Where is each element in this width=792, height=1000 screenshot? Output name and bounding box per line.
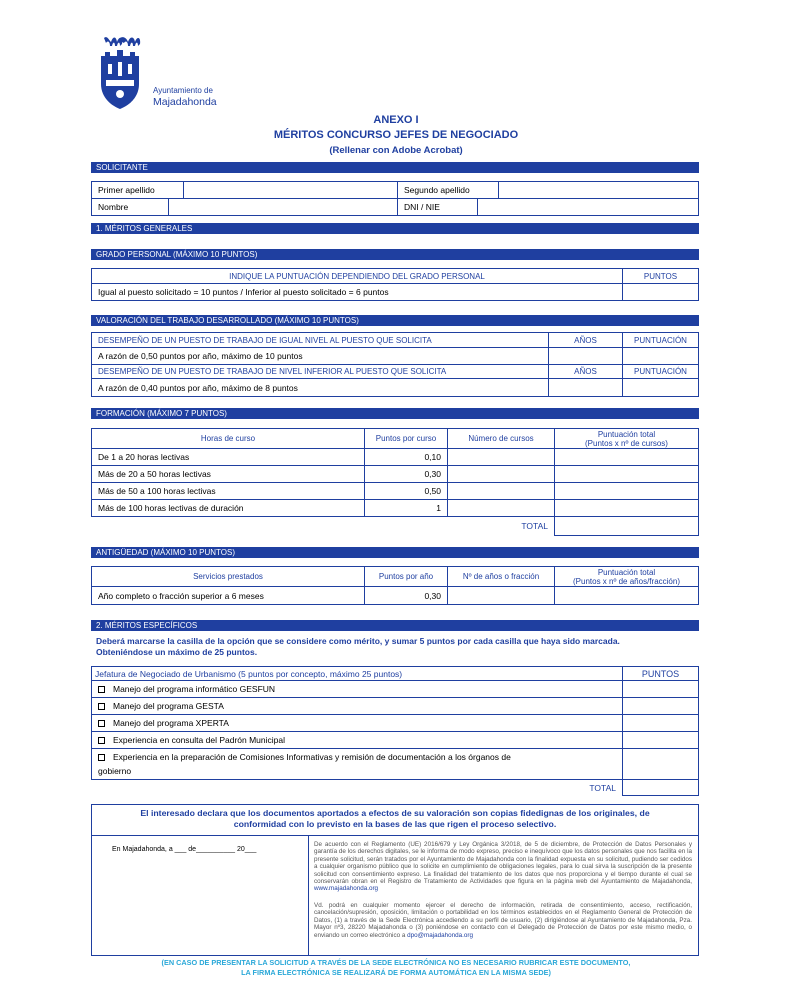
formacion-col3: Número de cursos: [448, 429, 555, 449]
solicitante-table: [91, 181, 699, 199]
formacion-cursos-field[interactable]: [448, 500, 555, 517]
formacion-row-label: Más de 20 a 50 horas lectivas: [92, 466, 365, 483]
especificos-header: Jefatura de Negociado de Urbanismo (5 puntos por concepto, máximo 25 puntos): [92, 667, 623, 681]
antiguedad-row-label: Año completo o fracción superior a 6 meses: [92, 587, 365, 605]
dni-field[interactable]: [478, 199, 699, 216]
valoracion-bar: VALORACIÓN DEL TRABAJO DESARROLLADO (MÁXIMO 10 PUNTOS): [91, 315, 699, 326]
title-anexo: ANEXO I: [373, 114, 419, 126]
formacion-col1: Horas de curso: [92, 429, 365, 449]
checkbox[interactable]: [98, 703, 105, 710]
especificos-item: Manejo del programa informático GESFUN: [113, 684, 276, 694]
especificos-intro-1: Deberá marcarse la casilla de la opción que se considere como mérito, y sumar 5 puntos por cada casilla que haya sido marcada.: [96, 636, 620, 646]
especificos-puntos-field[interactable]: [623, 715, 699, 732]
footer-line2: LA FIRMA ELECTRÓNICA SE REALIZARÁ DE FORMA AUTOMÁTICA EN LA MISMA SEDE): [241, 968, 551, 977]
formacion-total-label: TOTAL: [448, 517, 555, 536]
especificos-total-label: TOTAL: [92, 780, 623, 796]
checkbox[interactable]: [98, 737, 105, 744]
footer-note: [0, 958, 792, 978]
majadahonda-logo-icon: [98, 34, 142, 110]
grado-row-label: Igual al puesto solicitado = 10 puntos / Inferior al puesto solicitado = 6 puntos: [92, 284, 623, 301]
antiguedad-bar: ANTIGÜEDAD (MÁXIMO 10 PUNTOS): [91, 547, 699, 558]
table-row: [92, 449, 699, 466]
declaracion-text: [92, 808, 698, 830]
especificos-table: [91, 666, 699, 796]
org-line2: Majadahonda: [153, 96, 217, 108]
especificos-item: Manejo del programa XPERTA: [113, 718, 229, 728]
especificos-puntos-header: PUNTOS: [623, 667, 699, 681]
valoracion-h1: DESEMPEÑO DE UN PUESTO DE TRABAJO DE IGUAL NIVEL AL PUESTO QUE SOLICITA: [92, 333, 549, 348]
especificos-item: Experiencia en la preparación de Comisiones Informativas y remisión de documentación a los órganos de: [113, 752, 511, 762]
especificos-bar: 2. MÉRITOS ESPECÍFICOS: [91, 620, 699, 631]
valoracion-r2: A razón de 0,40 puntos por año, máximo de 8 puntos: [92, 379, 549, 397]
formacion-cursos-field[interactable]: [448, 449, 555, 466]
formacion-total-field[interactable]: [555, 449, 699, 466]
especificos-total-field[interactable]: [623, 780, 699, 796]
especificos-puntos-field[interactable]: [623, 681, 699, 698]
grado-table: [91, 268, 699, 301]
grado-puntos-header: PUNTOS: [623, 269, 699, 284]
org-line1: Ayuntamiento de: [153, 86, 213, 95]
antiguedad-col3: Nº de años o fracción: [448, 567, 555, 587]
primer-apellido-label: Primer apellido: [92, 182, 184, 199]
grado-puntos-field[interactable]: [623, 284, 699, 301]
formacion-col4-sub: (Puntos x nº de cursos): [585, 438, 668, 448]
nombre-label: Nombre: [92, 199, 169, 216]
primer-apellido-field[interactable]: [184, 182, 398, 199]
especificos-intro-2: Obteniéndose un máximo de 25 puntos.: [96, 647, 258, 657]
table-row: [92, 500, 699, 517]
valoracion-r1: A razón de 0,50 puntos por año, máximo de 10 puntos: [92, 348, 549, 365]
formacion-row-pts: 0,30: [365, 466, 448, 483]
formacion-col4: [555, 429, 699, 449]
table-row: [92, 483, 699, 500]
valoracion-h2: DESEMPEÑO DE UN PUESTO DE TRABAJO DE NIVEL INFERIOR AL PUESTO QUE SOLICITA: [92, 365, 549, 379]
especificos-item: Experiencia en consulta del Padrón Municipal: [113, 735, 285, 745]
segundo-apellido-field[interactable]: [499, 182, 699, 199]
antiguedad-col4: [555, 567, 699, 587]
antiguedad-row-pts: 0,30: [365, 587, 448, 605]
valoracion-anos-1: AÑOS: [549, 333, 623, 348]
formacion-total-field[interactable]: [555, 466, 699, 483]
formacion-row-label: Más de 100 horas lectivas de duración: [92, 500, 365, 517]
list-item: [92, 749, 699, 780]
especificos-item-cont: gobierno: [98, 766, 132, 776]
formacion-cursos-field[interactable]: [448, 483, 555, 500]
formacion-row-label: Más de 50 a 100 horas lectivas: [92, 483, 365, 500]
nombre-field[interactable]: [169, 199, 398, 216]
valoracion-puntuacion-field-1[interactable]: [623, 348, 699, 365]
especificos-puntos-field[interactable]: [623, 698, 699, 715]
dni-label: DNI / NIE: [398, 199, 478, 216]
solicitante-table-2: [91, 198, 699, 216]
especificos-puntos-field[interactable]: [623, 749, 699, 780]
formacion-row-pts: 0,10: [365, 449, 448, 466]
legal-2: Vd. podrá en cualquier momento ejercer el derecho de información, retirada de consentimiento, acceso, rectificación, cancelación/supresión, oposición, limitación o portabilidad en los términos establecidos en el Reglamento General de Protección de Datos, (1) a través de la Sede Electrónica accediendo a su perfil de usuario, (2) dirigiéndose al Ayuntamiento de Majadahonda, Pza. Mayor nº3, 28220 Majadahonda o (3) poniéndose en contacto con el Delegado de Protección de Datos por este mismo medio, o enviando un correo electrónico a: [314, 902, 692, 939]
valoracion-table: [91, 332, 699, 397]
table-row: [92, 466, 699, 483]
antiguedad-col4-title: Puntuación total: [597, 567, 656, 577]
checkbox[interactable]: [98, 686, 105, 693]
checkbox[interactable]: [98, 720, 105, 727]
antiguedad-col4-sub: (Puntos x nº de años/fracción): [573, 576, 680, 586]
valoracion-anos-field-1[interactable]: [549, 348, 623, 365]
segundo-apellido-label: Segundo apellido: [398, 182, 499, 199]
formacion-row-label: De 1 a 20 horas lectivas: [92, 449, 365, 466]
formacion-col2: Puntos por curso: [365, 429, 448, 449]
formacion-total-field[interactable]: [555, 500, 699, 517]
declaracion-line2: conformidad con lo previsto en la bases de las que rigen el proceso selectivo.: [233, 819, 557, 829]
meritos-generales-bar: 1. MÉRITOS GENERALES: [91, 223, 699, 234]
formacion-table: [91, 428, 699, 536]
valoracion-puntuacion-field-2[interactable]: [623, 379, 699, 397]
checkbox[interactable]: [98, 754, 105, 761]
antiguedad-col1: Servicios prestados: [92, 567, 365, 587]
web-link[interactable]: www.majadahonda.org: [314, 885, 379, 893]
footer-line1: (EN CASO DE PRESENTAR LA SOLICITUD A TRAVÉS DE LA SEDE ELECTRÓNICA NO ES NECESARIO RUBRICAR ESTE DOCUMENTO,: [161, 958, 631, 967]
formacion-bar: FORMACIÓN (MÁXIMO 7 PUNTOS): [91, 408, 699, 419]
especificos-puntos-field[interactable]: [623, 732, 699, 749]
antiguedad-table: [91, 566, 699, 605]
valoracion-puntuacion-1: PUNTUACIÓN: [623, 333, 699, 348]
list-item: [92, 698, 699, 715]
page-title: MÉRITOS CONCURSO JEFES DE NEGOCIADO: [273, 129, 519, 141]
list-item: [92, 732, 699, 749]
firma-fecha: En Majadahonda, a ___ de__________ 20___: [112, 846, 257, 853]
legal-1: De acuerdo con el Reglamento (UE) 2016/679 y Ley Orgánica 3/2018, de 5 de diciembre, de Protección de Datos Personales y garantía de los derechos digitales, se le informa de modo expreso, preciso e inequívoco que los datos personales que nos facilita en la presente solicitud, serán tratados por el Ayuntamiento de Majadahonda con la finalidad expuesta en su solicitud, pudiendo ser cedidos a cualquier organismo público que lo solicite en cumplimiento de obligaciones legales, para lo cual sirva la suscripción de la presente solicitud con consentimiento expreso. La finalidad del tratamiento de los datos que nos proporciona y el tiempo durante el cual se conservarán obran en el Registro de Tratamiento de Actividades que figura en la página web del Ayuntamiento de Majadahonda,: [314, 841, 692, 886]
solicitante-bar: SOLICITANTE: [91, 162, 699, 173]
especificos-item: Manejo del programa GESTA: [113, 701, 224, 711]
formacion-grand-total-field[interactable]: [555, 517, 699, 536]
antiguedad-anos-field[interactable]: [448, 587, 555, 605]
list-item: [92, 681, 699, 698]
valoracion-anos-2: AÑOS: [549, 365, 623, 379]
antiguedad-total-field[interactable]: [555, 587, 699, 605]
grado-bar: GRADO PERSONAL (MÁXIMO 10 PUNTOS): [91, 249, 699, 260]
legal-text-2: [314, 902, 692, 939]
declaracion-box: [91, 804, 699, 956]
antiguedad-col2: Puntos por año: [365, 567, 448, 587]
formacion-total-field[interactable]: [555, 483, 699, 500]
valoracion-puntuacion-2: PUNTUACIÓN: [623, 365, 699, 379]
declaracion-line1: El interesado declara que los documentos aportados a efectos de su valoración son copias fidedignas de los originales, de: [140, 808, 650, 818]
legal-text-1: [314, 841, 692, 893]
list-item: [92, 715, 699, 732]
formacion-cursos-field[interactable]: [448, 466, 555, 483]
formacion-col4-title: Puntuación total: [597, 429, 656, 439]
formacion-row-pts: 0,50: [365, 483, 448, 500]
email-link[interactable]: dpo@majadahonda.org: [407, 931, 474, 939]
valoracion-anos-field-2[interactable]: [549, 379, 623, 397]
grado-header: INDIQUE LA PUNTUACIÓN DEPENDIENDO DEL GRADO PERSONAL: [92, 269, 623, 284]
formacion-row-pts: 1: [365, 500, 448, 517]
page-subtitle: (Rellenar con Adobe Acrobat): [329, 145, 463, 156]
